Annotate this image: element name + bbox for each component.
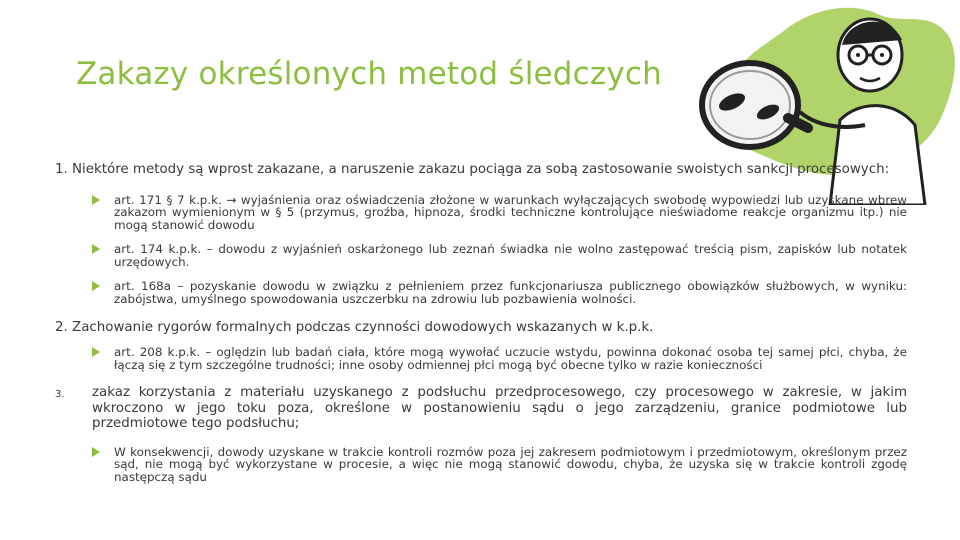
point-2: 2. Zachowanie rygorów formalnych podczas czynności dowodowych wskazanych w k.p.k. [55, 319, 654, 335]
list-item [55, 194, 907, 232]
bullet-text: art. 168a – pozyskanie dowodu w związku z pełnieniem przez funkcjonariusza publicznego obowiązków służbowych, w wyniku: zabójstwa, umyślnego spowodowania uszczerbku na zdrowiu lub pozbawienia wolności. [114, 279, 907, 307]
bullet-arrow-icon [92, 281, 100, 291]
point-3-text: zakaz korzystania z materiału uzyskanego z podsłuchu przedprocesowego, czy procesowego w zakresie, w jakim wkroczono w jego toku poza, określone w postanowieniu sądu o jego zarządzeniu, granice podmiotowe lub przedmiotowe tego podsłuchu; [92, 385, 907, 432]
bullet-arrow-icon [92, 447, 100, 457]
list-item [55, 446, 907, 484]
bullet-text-pre: art. 171 § 7 k.p.k. [114, 192, 227, 207]
point-3-number: 3. [55, 389, 65, 401]
bullet-text: W konsekwencji, dowody uzyskane w trakcie kontroli rozmów poza jej zakresem podmiotowym i przedmiotowym, określonym przez sąd, nie mogą być wykorzystane w procesie, a więc nie mogą stanowić dowodu, chyba, że uzyska się w trakcie kontroli zgodę następczą sądu [114, 444, 907, 484]
list-item [55, 243, 907, 268]
arrow-icon: → [226, 192, 237, 207]
bullet-text: art. 174 k.p.k. – dowodu z wyjaśnień oskarżonego lub zeznań świadka nie wolno zastępować treścią pism, zapisków lub notatek urzędowych. [114, 242, 907, 269]
list-item [55, 346, 907, 371]
bullet-arrow-icon [92, 195, 100, 205]
bullet-arrow-icon [92, 244, 100, 254]
point-1: 1. Niektóre metody są wprost zakazane, a naruszenie zakazu pociąga za sobą zastosowanie swoistych sankcji procesowych: [55, 162, 890, 177]
slide-title: Zakazy określonych metod śledczych [76, 56, 663, 92]
bullet-arrow-icon [92, 347, 100, 357]
list-item [55, 280, 907, 305]
point-3 [55, 385, 907, 431]
bullet-text-post: wyjaśnienia oraz oświadczenia złożone w warunkach wyłączających swobodę wypowiedzi lub uzyskane wbrew zakazom wymienionym w § 5 (przymus, groźba, hipnoza, środki techniczne kontrolujące nieświadome reakcje organizmu itp.) nie mogą stanowić dowodu [114, 192, 907, 232]
bullet-text: art. 208 k.p.k. – oględzin lub badań ciała, które mogą wywołać uczucie wstydu, powinna dokonać osoba tej samej płci, chyba, że łączą się z tym szczególne trudności; inne osoby odmiennej płci mogą być obecne tylko w razie konieczności [114, 345, 907, 372]
slide-body [55, 162, 907, 495]
